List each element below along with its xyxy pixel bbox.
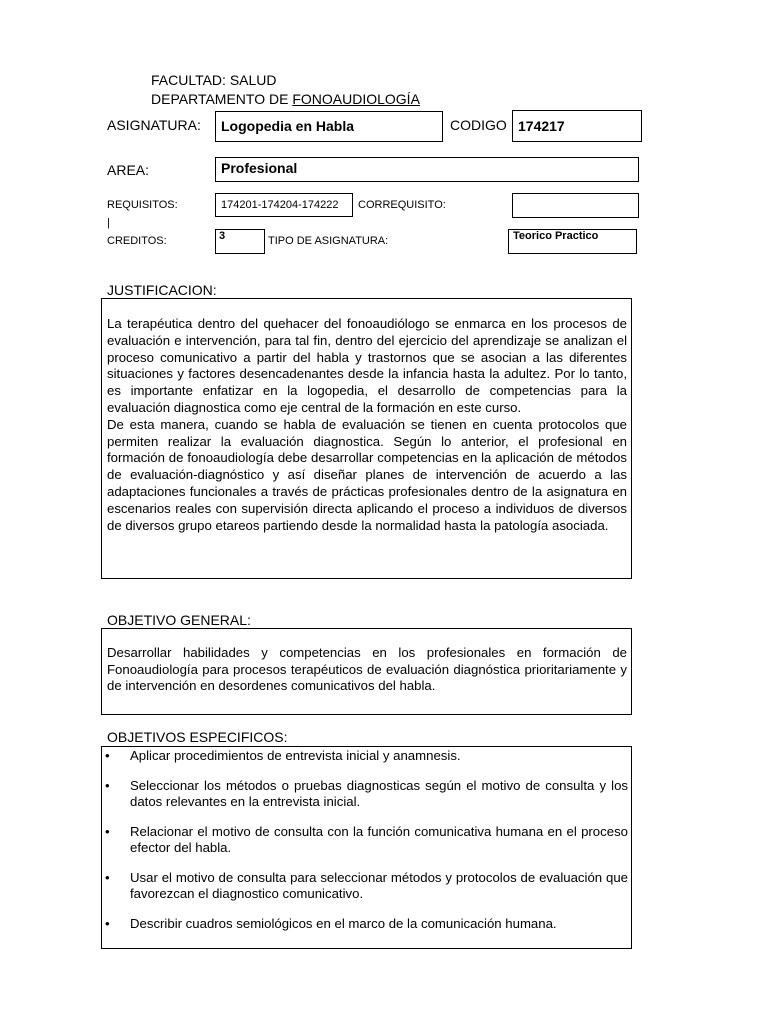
correquisito-label: CORREQUISITO: [358, 199, 446, 211]
correquisito-box [512, 193, 639, 218]
department-prefix: DEPARTAMENTO DE [151, 91, 293, 107]
codigo-value: 174217 [518, 118, 565, 134]
requisitos-box [215, 193, 353, 217]
department-line [151, 91, 420, 107]
objetivos-especificos-list [103, 748, 628, 932]
asignatura-value: Logopedia en Habla [221, 118, 355, 134]
area-value: Profesional [221, 160, 298, 176]
list-item [103, 870, 628, 903]
creditos-value: 3 [219, 230, 226, 242]
list-item [103, 778, 628, 811]
bullet-icon: • [105, 823, 110, 839]
tipo-asignatura-label: TIPO DE ASIGNATURA: [268, 235, 389, 247]
objetivo-especifico-2: Seleccionar los métodos o pruebas diagnosticas según el motivo de consulta y los datos relevantes en la entrevista inicial. [130, 777, 628, 809]
requisitos-label: REQUISITOS: [107, 199, 178, 211]
list-item [103, 748, 628, 765]
justificacion-heading: JUSTIFICACION: [107, 282, 217, 298]
asignatura-box [215, 111, 443, 142]
department-name: FONOAUDIOLOGÍA [292, 91, 420, 107]
objetivo-general-heading: OBJETIVO GENERAL: [107, 612, 251, 628]
tipo-asignatura-value: Teorico Practico [513, 230, 599, 242]
codigo-label: CODIGO [450, 117, 507, 133]
codigo-box [512, 110, 642, 142]
list-item [103, 916, 628, 933]
bullet-icon: • [105, 777, 110, 793]
bullet-icon: • [105, 869, 110, 885]
creditos-label: CREDITOS: [107, 235, 167, 247]
objetivos-especificos-heading: OBJETIVOS ESPECIFICOS: [107, 729, 288, 745]
area-box [215, 157, 639, 182]
objetivo-general-text: Desarrollar habilidades y competencias en los profesionales en formación de Fonoaudiología para procesos terapéuticos de evaluación diagnóstica prioritariamente y de intervención en desordenes comunicativos del habla. [107, 645, 627, 693]
bullet-icon: • [105, 748, 110, 763]
tipo-asignatura-box [508, 229, 637, 254]
requisitos-value: 174201-174204-174222 [221, 199, 339, 211]
justificacion-text [107, 316, 627, 534]
objetivo-especifico-1: Aplicar procedimientos de entrevista inicial y anamnesis. [130, 748, 461, 763]
creditos-box [215, 229, 265, 254]
pipe-mark: | [107, 217, 110, 229]
objetivo-especifico-5: Describir cuadros semiológicos en el marco de la comunicación humana. [130, 915, 557, 931]
faculty-line: FACULTAD: SALUD [151, 72, 277, 88]
asignatura-label: ASIGNATURA: [107, 117, 201, 133]
justificacion-paragraph-2: De esta manera, cuando se habla de evaluación se tienen en cuenta protocolos que permiten realizar la evaluación diagnostica. Según lo anterior, el profesional en formación de fonoaudiología debe desarrollar competencias en la aplicación de métodos de evaluación-diagnóstico y así diseñar planes de intervención de acuerdo a las adaptaciones funcionales a través de prácticas profesionales dentro de la asignatura en escenarios reales con supervisión directa aplicando el proceso a individuos de diversos de diversos grupo etareos partiendo desde la normalidad hasta la patología asociada. [107, 416, 627, 533]
area-label: AREA: [107, 162, 150, 178]
list-item [103, 824, 628, 857]
objetivo-especifico-4: Usar el motivo de consulta para seleccionar métodos y protocolos de evaluación que favorezcan el diagnostico comunicativo. [130, 869, 628, 901]
objetivo-especifico-3: Relacionar el motivo de consulta con la función comunicativa humana en el proceso efector del habla. [130, 823, 628, 855]
justificacion-paragraph-1: La terapéutica dentro del quehacer del fonoaudiólogo se enmarca en los procesos de evaluación e intervención, para tal fin, dentro del ejercicio del aprendizaje se analizan el proceso comunicativo a partir del habla y trastornos que se asocian a las diferentes situaciones y factores desencadenantes desde la infancia hasta la adultez. Por lo tanto, es importante enfatizar en la logopedia, el desarrollo de competencias para la evaluación diagnostica como eje central de la formación en este curso. [107, 316, 627, 415]
bullet-icon: • [105, 915, 110, 931]
